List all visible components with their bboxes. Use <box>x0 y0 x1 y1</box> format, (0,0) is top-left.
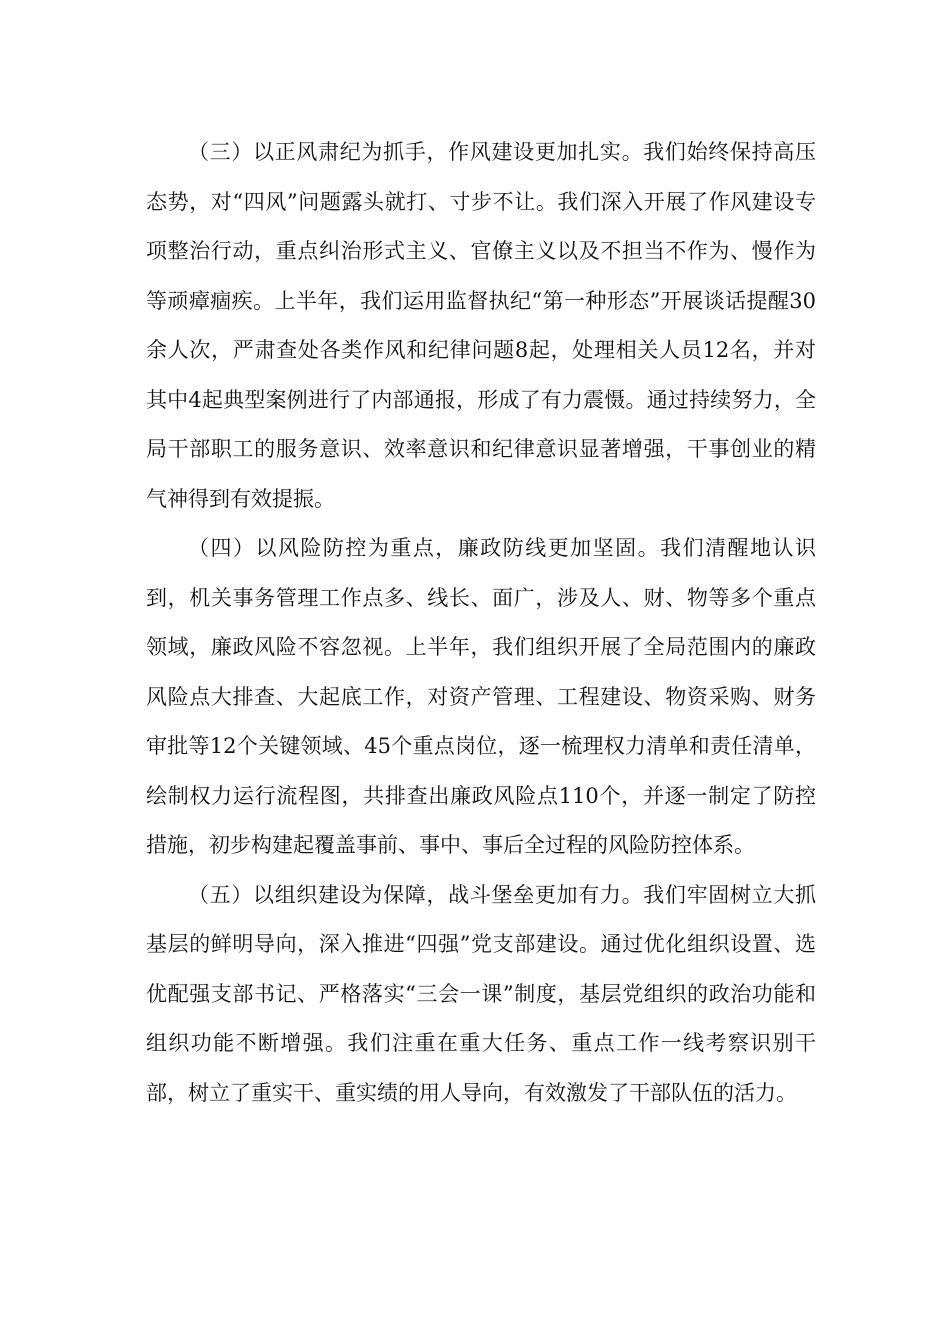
paragraph-organization-building: （五）以组织建设为保障，战斗堡垒更加有力。我们牢固树立大抓基层的鲜明导向，深入推进“四强”党支部建设。通过优化组织设置、选优配强支部书记、严格落实“三会一课”制度，基层党组织的政治功能和组织功能不断增强。我们注重在重大任务、重点工作一线考察识别干部，树立了重实干、重实绩的用人导向，有效激发了干部队伍的活力。 <box>146 882 816 1105</box>
document-body <box>146 128 816 1118</box>
paragraph-style-construction: （三）以正风肃纪为抓手，作风建设更加扎实。我们始终保持高压态势，对“四风”问题露头就打、寸步不让。我们深入开展了作风建设专项整治行动，重点纠治形式主义、官僚主义以及不担当不作为、慢作为等顽瘴痼疾。上半年，我们运用监督执纪“第一种形态”开展谈话提醒30余人次，严肃查处各类作风和纪律问题8起，处理相关人员12名，并对其中4起典型案例进行了内部通报，形成了有力震慑。通过持续努力，全局干部职工的服务意识、效率意识和纪律意识显著增强，干事创业的精气神得到有效提振。 <box>146 140 816 511</box>
paragraph-risk-control: （四）以风险防控为重点，廉政防线更加坚固。我们清醒地认识到，机关事务管理工作点多、线长、面广，涉及人、财、物等多个重点领域，廉政风险不容忽视。上半年，我们组织开展了全局范围内的廉政风险点大排查、大起底工作，对资产管理、工程建设、物资采购、财务审批等12个关键领域、45个重点岗位，逐一梳理权力清单和责任清单，绘制权力运行流程图，共排查出廉政风险点110个，并逐一制定了防控措施，初步构建起覆盖事前、事中、事后全过程的风险防控体系。 <box>146 536 816 857</box>
